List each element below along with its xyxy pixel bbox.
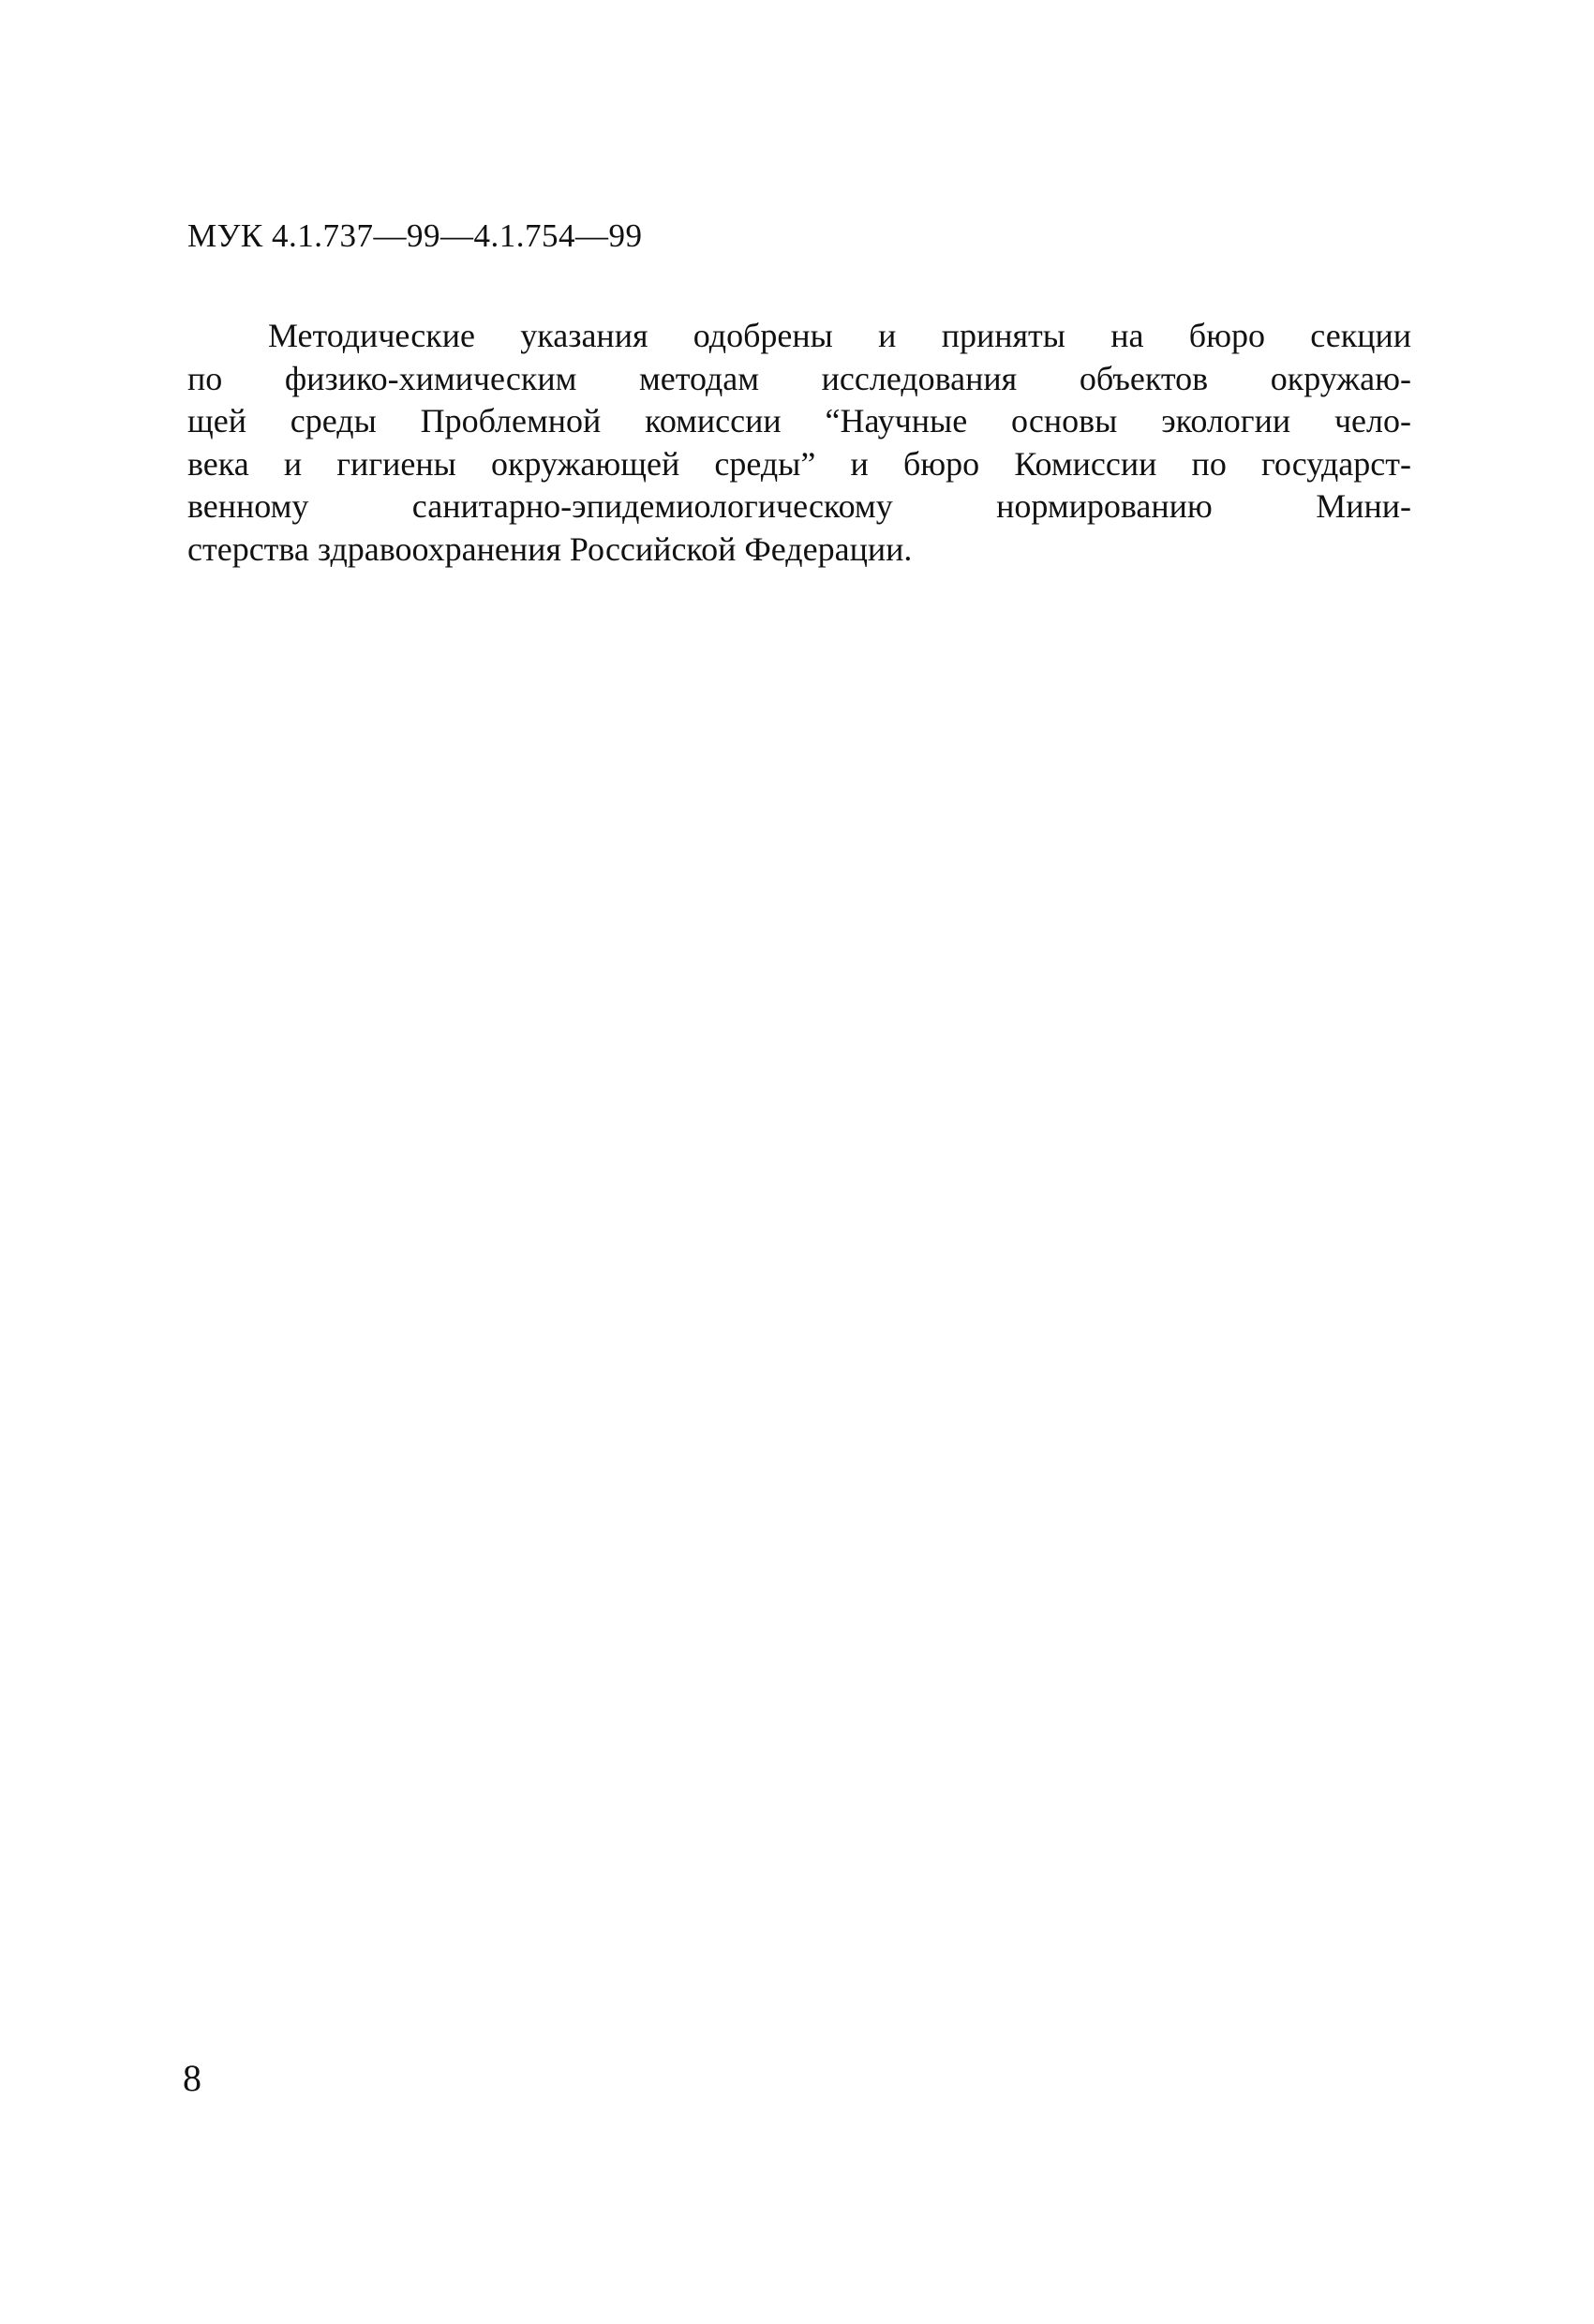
paragraph-line: щей среды Проблемной комиссии “Научные основы экологии чело- — [187, 402, 1411, 439]
approval-paragraph — [187, 315, 1411, 571]
paragraph-line: стерства здравоохранения Российской Федерации. — [187, 529, 913, 568]
paragraph-line: по физико-химическим методам исследования объектов окружаю- — [187, 359, 1411, 397]
paragraph-line: Методические указания одобрены и приняты на бюро секции — [268, 317, 1411, 354]
document-code-header: МУК 4.1.737—99—4.1.754—99 — [187, 217, 643, 254]
page-number: 8 — [183, 2057, 201, 2099]
paragraph-line: венному санитарно-эпидемиологическому нормированию Мини- — [187, 487, 1411, 525]
paragraph-line: века и гигиены окружающей среды” и бюро Комиссии по государст- — [187, 444, 1411, 483]
